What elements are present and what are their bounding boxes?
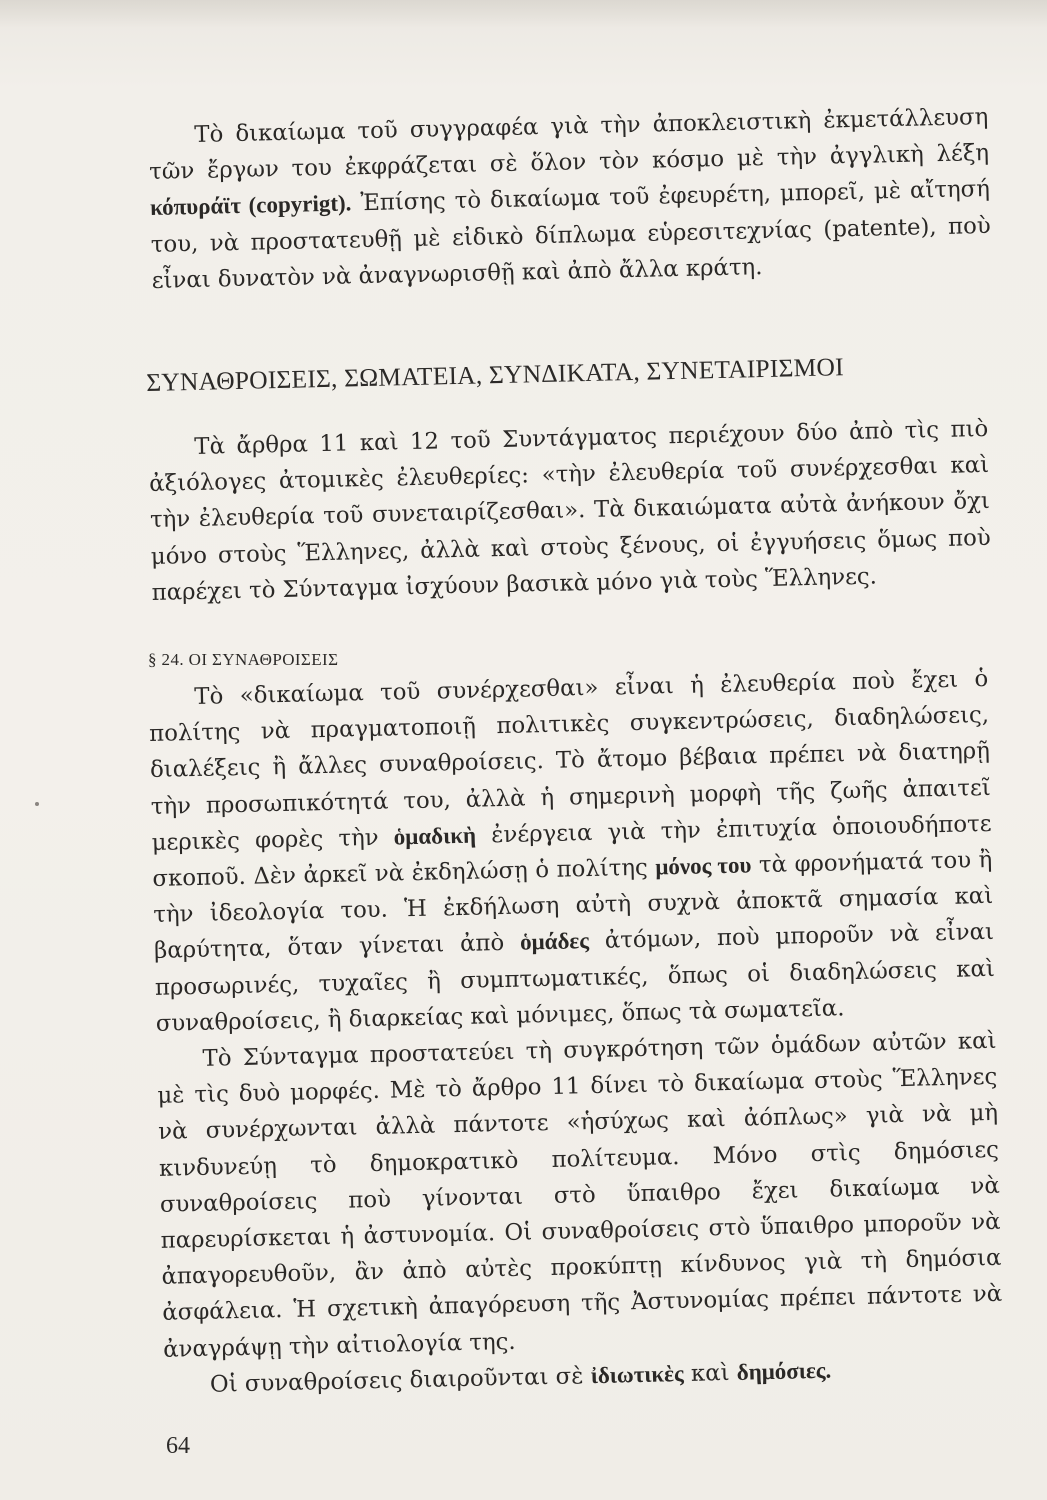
intro-text-block	[148, 99, 992, 299]
paragraph-articles: Τὰ ἄρθρα 11 καὶ 12 τοῦ Συντάγματος περιέχουν δύο ἀπὸ τὶς πιὸ ἀξιόλογες ἀτομικὲς ἐλευθερίες: «τὴν ἐλευθερία τοῦ συνέρχεσθαι καὶ τὴν ἐλευθερία τοῦ συνεταιρίζεσθαι». Τὰ δικαιώματα αὐτὰ ἀνήκουν ὄχι μόνο στοὺς Ἕλληνες, ἀλλὰ καὶ στοὺς ξένους, οἱ ἐγγυήσεις ὅμως ποὺ παρέχει τὸ Σύνταγμα ἰσχύουν βασικὰ μόνο γιὰ τοὺς Ἕλληνες.	[148, 415, 991, 606]
paragraph-constitution: Τὸ Σύνταγμα προστατεύει τὴ συγκρότηση τῶν ὁμάδων αὐτῶν καὶ μὲ τὶς δυὸ μορφές. Μὲ τὸ ἄρθρο 11 δίνει τὸ δικαίωμα στοὺς Ἕλληνες νὰ συνέρχωνται ἀλλὰ πάντοτε «ἡσύχως καὶ ἀόπλως» γιὰ νὰ μὴ κινδυνεύῃ τὸ δημοκρατικὸ πολίτευμα. Μόνο στὶς δημόσιες συναθροίσεις ποὺ γίνονται στὸ ὕπαιθρο ἔχει δικαίωμα νὰ παρευρίσκεται ἡ ἀστυνομία. Οἱ συναθροίσεις στὸ ὕπαιθρο μποροῦν νὰ ἀπαγορευθοῦν, ἂν ἀπὸ αὐτὲς προκύπτῃ κίνδυνος γιὰ τὴ δημόσια ἀσφάλεια. Ἡ σχετικὴ ἀπαγόρευση τῆς Ἀστυνομίας πρέπει πάντοτε νὰ ἀναγράψῃ τὴν αἰτιολογία της.	[157, 1027, 1003, 1363]
p5-part-a: Οἱ συναθροίσεις διαιροῦνται σὲ	[209, 1362, 591, 1398]
page-top-shadow	[0, 0, 1047, 28]
p5-bold-private: ἰδιωτικὲς	[590, 1360, 684, 1388]
p5-bold-public: δημόσιες.	[736, 1357, 832, 1385]
paper-speck	[35, 802, 39, 806]
paragraph-copyright-rest: Ἐπίσης τὸ δικαίωμα τοῦ ἐφευρέτη, μπορεῖ, μὲ αἴτησή του, νὰ προστατευθῇ μὲ εἰδικὸ δίπλωμα εὑρεσιτεχνίας (patente), ποὺ εἶναι δυνατὸν νὰ ἀναγνωρισθῇ καὶ ἀπὸ ἄλλα κράτη.	[150, 176, 991, 294]
page-number: 64	[166, 1433, 190, 1459]
assemblies-text-block	[148, 661, 1004, 1404]
p3-part-b: ἐνέργεια γιὰ τὴν ἐπιτυχία ὁποιουδήποτε σκοποῦ. Δὲν ἀρκεῖ νὰ ἐκδηλώσῃ ὁ πολίτης	[152, 810, 992, 892]
chapter-heading: ΣΥΝΑΘΡΟΙΣΕΙΣ, ΣΩΜΑΤΕΙΑ, ΣΥΝΔΙΚΑΤΑ, ΣΥΝΕΤΑΙΡΙΣΜΟΙ	[146, 352, 845, 397]
p3-bold-group: ὁμαδικὴ	[393, 822, 477, 850]
paragraph-right-to-assemble	[148, 661, 996, 1042]
p3-part-d: ἀτόμων, ποὺ μποροῦν νὰ εἶναι προσωρινές, τυχαῖες ἢ συμπτωματικές, ὅπως οἱ διαδηλώσεις καὶ συναθροίσεις, ἢ διαρκείας καὶ μόνιμες, ὅπως τὰ σωματεῖα.	[154, 919, 996, 1037]
p5-part-b: καὶ	[683, 1359, 738, 1387]
p3-bold-alone: μόνος του	[654, 852, 752, 880]
paragraph-copyright	[148, 99, 992, 299]
articles-text-block	[148, 411, 992, 611]
copyright-term: κόπυράϊτ (copyrigt).	[149, 190, 352, 221]
p3-part-a: Τὸ «δικαίωμα τοῦ συνέρχεσθαι» εἶναι ἡ ἐλευθερία ποὺ ἔχει ὁ πολίτης νὰ πραγματοποιῇ πολιτικὲς συγκεντρώσεις, διαδηλώσεις, διαλέξεις ἢ ἄλλες συναθροίσεις. Τὸ ἄτομο βέβαια πρέπει νὰ διατηρῇ τὴν προσωπικότητά του, ἀλλὰ ἡ σημερινὴ μορφὴ τῆς ζωῆς ἀπαιτεῖ μερικὲς φορὲς τὴν	[148, 665, 991, 856]
p3-bold-groups: ὁμάδες	[519, 928, 590, 956]
p3-part-c: τὰ φρονήματά του ἢ τὴν ἰδεολογία του. Ἡ ἐκδήλωση αὐτὴ συχνὰ ἀποκτᾶ σημασία καὶ βαρύτητα, ὅταν γίνεται ἀπὸ	[153, 846, 994, 965]
section-title: § 24. ΟΙ ΣΥΝΑΘΡΟΙΣΕΙΣ	[148, 650, 339, 669]
paragraph-copyright-text: Τὸ δικαίωμα τοῦ συγγραφέα γιὰ τὴν ἀποκλειστικὴ ἐκμετάλλευση τῶν ἔργων του ἐκφράζεται σὲ ὅλον τὸν κόσμο μὲ τὴν ἀγγλικὴ λέξη	[148, 103, 990, 186]
